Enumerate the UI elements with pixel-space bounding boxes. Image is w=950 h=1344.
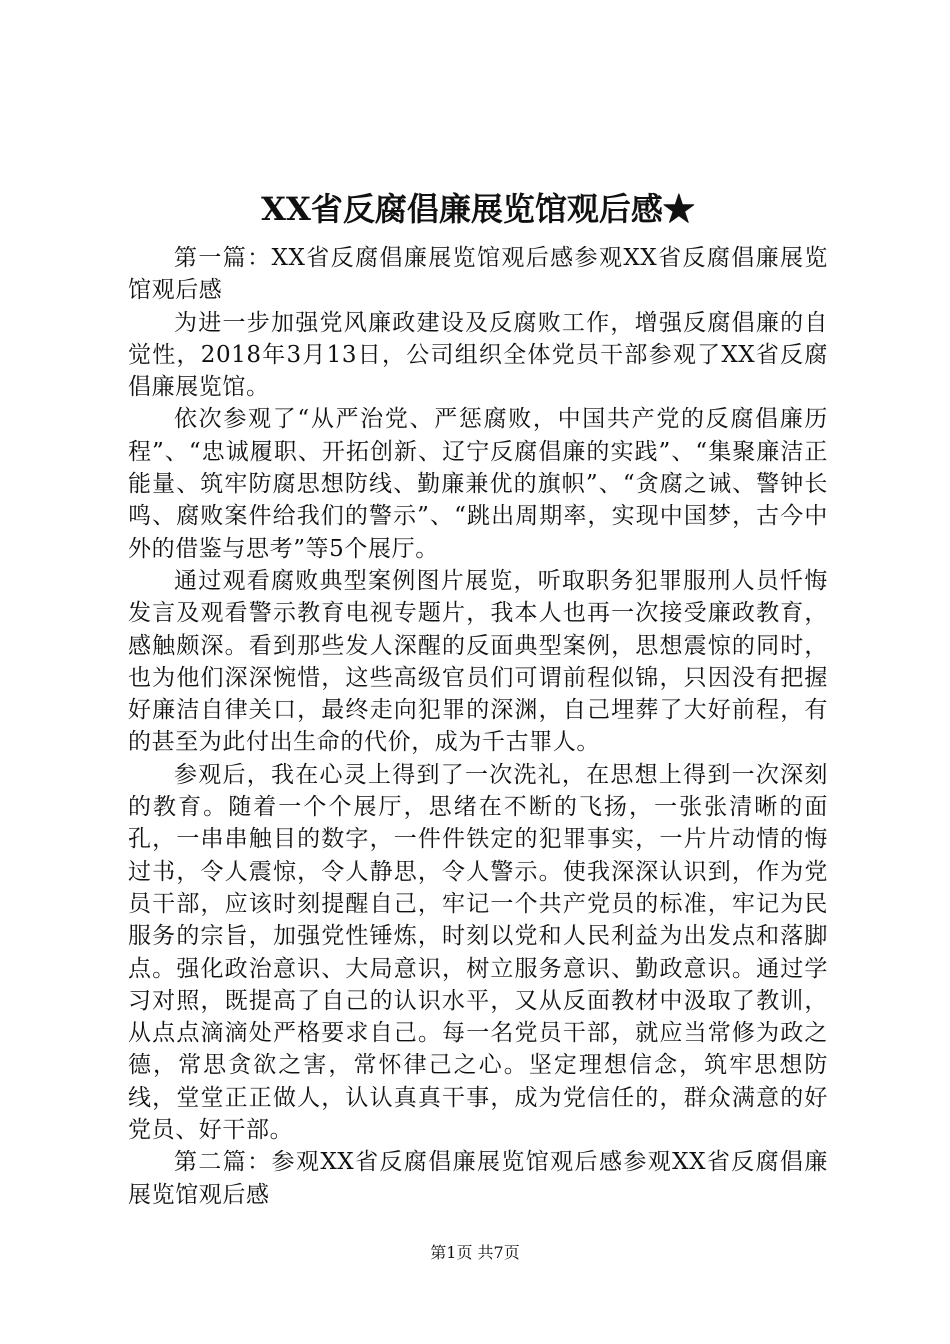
paragraph-section-two-heading: 第二篇：参观XX省反腐倡廉展览馆观后感参观XX省反腐倡廉展览馆观后感: [128, 1149, 828, 1208]
page-number-footer: 第1页 共7页: [430, 1243, 520, 1262]
paragraph-case-reflection: 通过观看腐败典型案例图片展览，听取职务犯罪服刑人员忏悔发言及观看警示教育电视专题片，我本人也再一次接受廉政教育，感触颇深。看到那些发人深醒的反面典型案例，思想震惊的同时，也为他们深深惋惜，这些高级官员们可谓前程似锦，只因没有把握好廉洁自律关口，最终走向犯罪的深渊，自己埋葬了大好前程，有的甚至为此付出生命的代价，成为千古罪人。: [128, 567, 828, 756]
document-page: [128, 182, 828, 1211]
paragraph-section-one-heading: 第一篇：XX省反腐倡廉展览馆观后感参观XX省反腐倡廉展览馆观后感: [128, 245, 828, 304]
paragraph-exhibition-halls: 依次参观了“从严治党、严惩腐败，中国共产党的反腐倡廉历程”、“忠诚履职、开拓创新、辽宁反腐倡廉的实践”、“集聚廉洁正能量、筑牢防腐思想防线、勤廉兼优的旗帜”、“贪腐之诫、警钟长鸣、腐败案件给我们的警示”、“跳出周期率，实现中国梦，古今中外的借鉴与思考”等5个展厅。: [128, 406, 828, 562]
paragraph-after-visit: 参观后，我在心灵上得到了一次洗礼，在思想上得到一次深刻的教育。随着一个个展厅，思绪在不断的飞扬，一张张清晰的面孔，一串串触目的数字，一件件铁定的犯罪事实，一片片动情的悔过书，令人震惊，令人静思，令人警示。使我深深认识到，作为党员干部，应该时刻提醒自己，牢记一个共产党员的标准，牢记为民服务的宗旨，加强党性锤炼，时刻以党和人民利益为出发点和落脚点。强化政治意识、大局意识，树立服务意识、勤政意识。通过学习对照，既提高了自己的认识水平，又从反面教材中汲取了教训，从点点滴滴处严格要求自己。每一名党员干部，就应当常修为政之德，常思贪欲之害，常怀律己之心。坚定理想信念，筑牢思想防线，堂堂正正做人，认认真真干事，成为党信任的，群众满意的好党员、好干部。: [128, 761, 828, 1144]
paragraph-visit-intro: 为进一步加强党风廉政建设及反腐败工作，增强反腐倡廉的自觉性，2018年3月13日，公司组织全体党员干部参观了XX省反腐倡廉展览馆。: [128, 309, 828, 401]
document-title: XX省反腐倡廉展览馆观后感★: [261, 190, 695, 228]
